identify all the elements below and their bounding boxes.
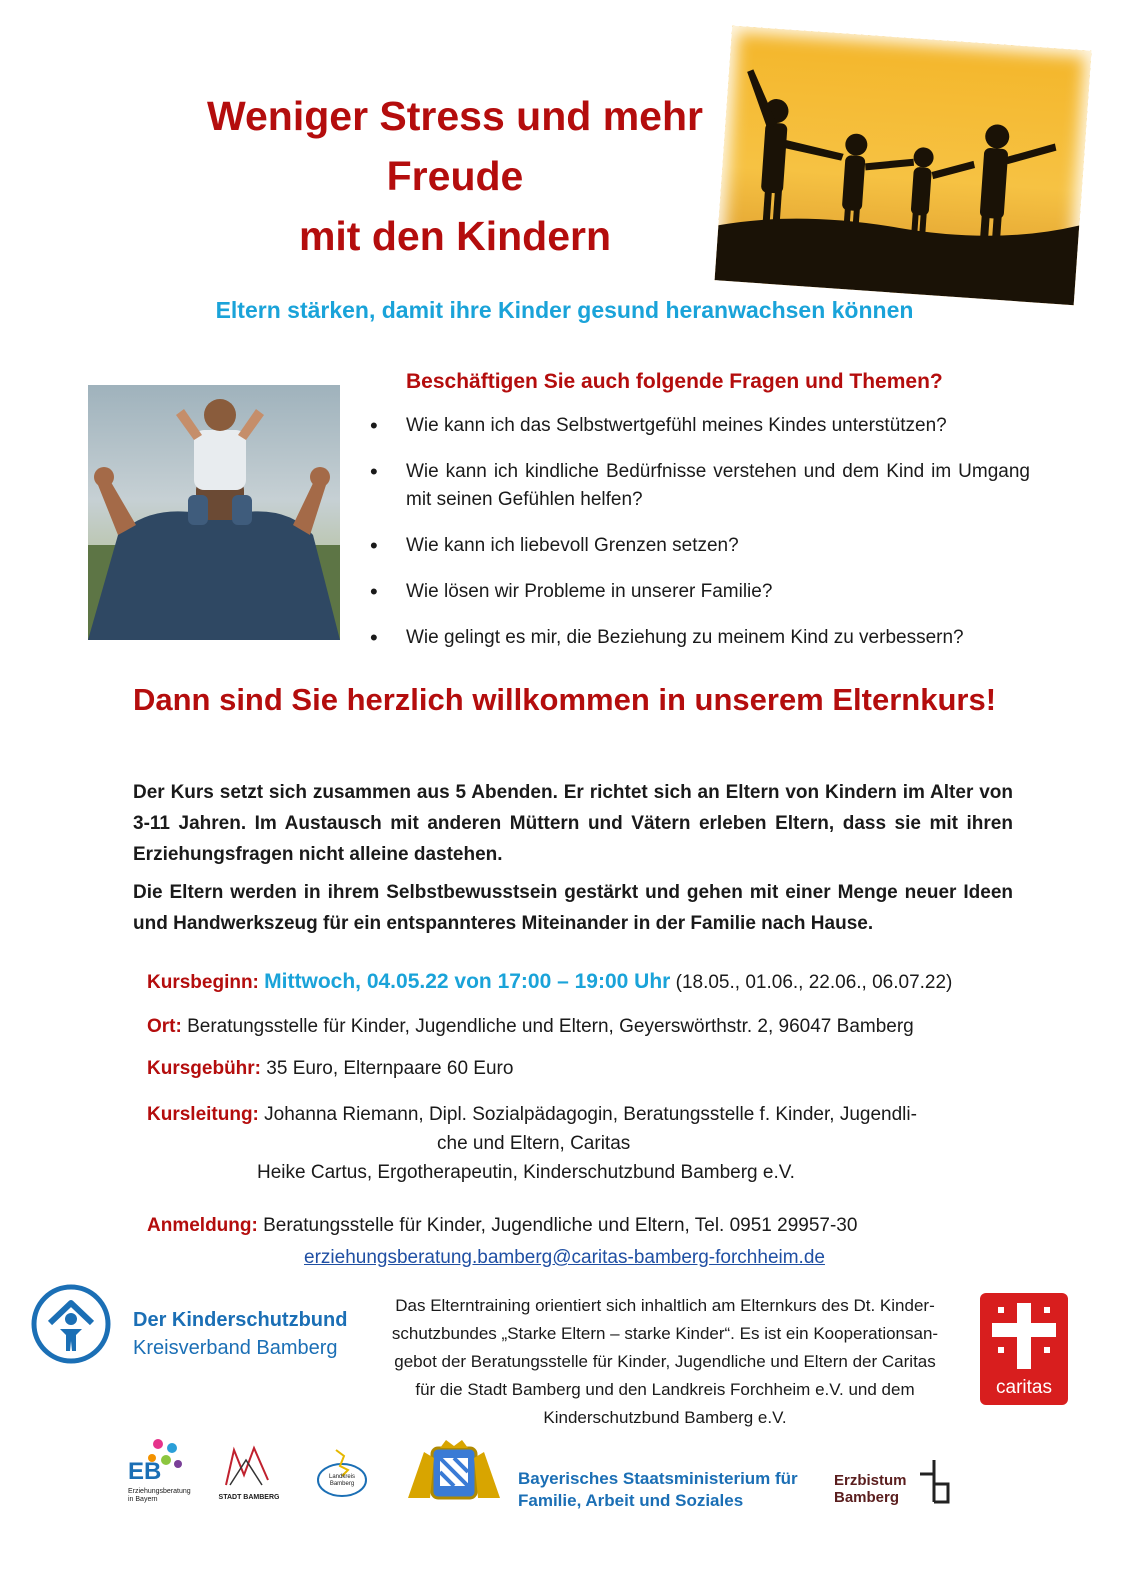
ksb-line-1: Der Kinderschutzbund — [133, 1309, 348, 1331]
erzbistum-bamberg-logo — [834, 1472, 907, 1506]
bayern-line-2: Familie, Arbeit und Soziales — [518, 1491, 744, 1510]
title-line-1: Weniger Stress und mehr — [207, 93, 703, 139]
anmeldung-value: Beratungsstelle für Kinder, Jugendliche und Eltern, Tel. 0951 29957-30 — [263, 1215, 858, 1236]
cooperation-line: für die Stadt Bamberg und den Landkreis Forchheim e.V. und dem — [415, 1380, 915, 1399]
stadt-label: STADT BAMBERG — [218, 1494, 280, 1501]
cooperation-line: Das Elterntraining orientiert sich inhaltlich am Elternkurs des Dt. Kinder- — [395, 1296, 935, 1315]
gebuehr-label: Kursgebühr: — [147, 1058, 261, 1079]
landkreis-bamberg-logo — [314, 1446, 370, 1502]
caritas-logo — [980, 1293, 1068, 1405]
questions-list — [370, 412, 1030, 670]
gebuehr-row — [147, 1058, 513, 1080]
title-line-2: Freude — [386, 153, 524, 199]
page-title — [150, 86, 760, 266]
questions-heading: Beschäftigen Sie auch folgende Fragen und Themen? — [406, 370, 943, 393]
bayern-line-1: Bayerisches Staatsministerium für — [518, 1469, 798, 1488]
landkreis-label: Landkreis Bamberg — [328, 1474, 355, 1487]
course-description: Der Kurs setzt sich zusammen aus 5 Abenden. Er richtet sich an Eltern von Kindern im Alter von 3-11 Jahren. Im Austausch mit anderen Müttern und Vätern erleben Eltern, dass sie mit ihren Erziehungsfragen nicht alleine dastehen. — [133, 782, 1013, 865]
title-line-3: mit den Kindern — [298, 213, 612, 259]
erzbistum-cross-icon — [918, 1458, 952, 1506]
course-benefits: Die Eltern werden in ihrem Selbstbewusstsein gestärkt und gehen mit einer Menge neuer Ideen und Handwerkszeug für ein entspannteres Miteinander in der Familie nach Hause. — [133, 882, 1013, 934]
leitung-line-3: Heike Cartus, Ergotherapeutin, Kinderschutzbund Bamberg e.V. — [257, 1162, 795, 1183]
anmeldung-label: Anmeldung: — [147, 1215, 258, 1236]
anmeldung-row — [147, 1215, 857, 1237]
cooperation-line: schutzbundes „Starke Eltern – starke Kinder“. Es ist ein Kooperationsan- — [391, 1324, 939, 1343]
eb-sub: Erziehungsberatung in Bayern — [128, 1488, 191, 1503]
list-item: • Wie lösen wir Probleme in unserer Familie? — [370, 578, 1030, 606]
ort-value: Beratungsstelle für Kinder, Jugendliche und Eltern, Geyerswörthstr. 2, 96047 Bamberg — [187, 1016, 914, 1037]
list-item: • Wie kann ich kindliche Bedürfnisse verstehen und dem Kind im Umgang mit seinen Gefühlen helfen? — [370, 458, 1030, 514]
list-item: • Wie kann ich das Selbstwertgefühl meines Kindes unterstützen? — [370, 412, 1030, 440]
kursbeginn-dates: (18.05., 01.06., 22.06., 06.07.22) — [675, 972, 953, 993]
gebuehr-value: 35 Euro, Elternpaare 60 Euro — [266, 1058, 514, 1079]
eb-label: EB — [128, 1458, 162, 1485]
bayern-coat-of-arms — [404, 1438, 504, 1504]
cooperation-line: Kinderschutzbund Bamberg e.V. — [543, 1408, 787, 1427]
subtitle: Eltern stärken, damit ihre Kinder gesund heranwachsen können — [215, 297, 914, 323]
email-link[interactable]: erziehungsberatung.bamberg@caritas-bamberg-forchheim.de — [304, 1247, 825, 1268]
kinderschutzbund-text — [133, 1306, 347, 1362]
kursbeginn-value: Mittwoch, 04.05.22 von 17:00 – 19:00 Uhr — [264, 970, 671, 993]
ort-row — [147, 1016, 914, 1038]
eb-logo — [128, 1438, 190, 1508]
kinderschutzbund-logo — [30, 1283, 112, 1365]
family-silhouette-image — [715, 26, 1092, 305]
father-child-photo — [88, 385, 340, 640]
leitung-line-1: Johanna Riemann, Dipl. Sozialpädagogin, Beratungsstelle f. Kinder, Jugendli- — [264, 1104, 917, 1125]
erz-line-2: Bamberg — [834, 1489, 900, 1506]
ort-label: Ort: — [147, 1016, 182, 1037]
kursbeginn-row — [147, 970, 952, 994]
cooperation-line: gebot der Beratungsstelle für Kinder, Jugendliche und Eltern der Caritas — [394, 1352, 936, 1371]
erz-line-1: Erzbistum — [834, 1472, 907, 1489]
bayern-ministry-text — [518, 1468, 798, 1512]
cooperation-text — [355, 1292, 975, 1432]
list-item: • Wie kann ich liebevoll Grenzen setzen? — [370, 532, 1030, 560]
welcome-heading: Dann sind Sie herzlich willkommen in unserem Elternkurs! — [132, 682, 997, 717]
leitung-row — [147, 1100, 977, 1187]
stadt-bamberg-logo — [216, 1440, 282, 1506]
leitung-line-2: che und Eltern, Caritas — [437, 1133, 631, 1154]
caritas-label: caritas — [996, 1377, 1052, 1398]
list-item: • Wie gelingt es mir, die Beziehung zu meinem Kind zu verbessern? — [370, 624, 1030, 652]
leitung-label: Kursleitung: — [147, 1104, 259, 1125]
kursbeginn-label: Kursbeginn: — [147, 972, 259, 993]
ksb-line-2: Kreisverband Bamberg — [133, 1337, 338, 1359]
